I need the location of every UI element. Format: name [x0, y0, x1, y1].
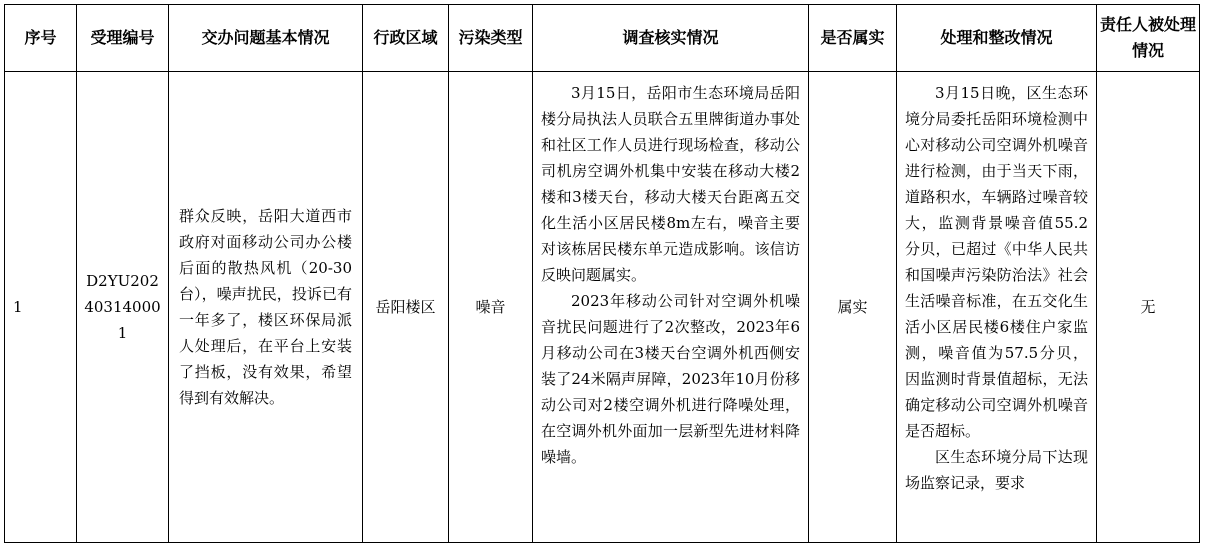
table-row: [5, 72, 1200, 543]
header-pollution-type: 污染类型: [449, 5, 533, 72]
cell-accountability: 无: [1097, 72, 1200, 543]
header-seq: 序号: [5, 5, 77, 72]
cell-seq: 1: [5, 72, 77, 543]
handling-paragraph-2: 区生态环境分局下达现场监察记录，要求: [905, 448, 1088, 492]
header-row: [5, 5, 1200, 72]
header-handling: 处理和整改情况: [897, 5, 1097, 72]
cell-handling: [897, 72, 1097, 543]
header-accountability: 责任人被处理情况: [1097, 5, 1200, 72]
issue-text: 群众反映，岳阳大道西市政府对面移动公司办公楼后面的散热风机（20-30台），噪声扰民，投诉已有一年多了，楼区环保局派人处理后，在平台上安装了挡板，没有效果，希望得到有效解决。: [179, 207, 352, 407]
handling-text: [897, 72, 1096, 542]
complaint-table: [4, 4, 1200, 543]
investigation-paragraph-2: 2023年移动公司针对空调外机噪音扰民问题进行了2次整改，2023年6月移动公司在3楼天台空调外机西侧安装了24米隔声屏障，2023年10月份移动公司对2楼空调外机进行降噪处理，在空调外机外面加一层新型先进材料降噪墙。: [541, 292, 800, 466]
cell-verified: 属实: [809, 72, 897, 543]
header-investigation: 调查核实情况: [533, 5, 809, 72]
cell-accept-no: [77, 72, 169, 543]
header-issue: 交办问题基本情况: [169, 5, 363, 72]
accept-no-text: D2YU20240314000 1: [84, 272, 161, 342]
cell-district: 岳阳楼区: [363, 72, 449, 543]
header-accept-no: 受理编号: [77, 5, 169, 72]
header-verified: 是否属实: [809, 5, 897, 72]
cell-issue: [169, 72, 363, 543]
investigation-paragraph-1: 3月15日，岳阳市生态环境局岳阳楼分局执法人员联合五里牌街道办事处和社区工作人员进行现场检查，移动公司机房空调外机集中安装在移动大楼2楼和3楼天台，移动大楼天台距离五交化生活小区居民楼8m左右，噪音主要对该栋居民楼东单元造成影响。该信访反映问题属实。: [541, 84, 800, 284]
header-district: 行政区域: [363, 5, 449, 72]
cell-pollution-type: 噪音: [449, 72, 533, 543]
cell-investigation: [533, 72, 809, 543]
investigation-text: [533, 72, 808, 542]
handling-paragraph-1: 3月15日晚，区生态环境分局委托岳阳环境检测中心对移动公司空调外机噪音进行检测，由于当天下雨，道路积水，车辆路过噪音较大，监测背景噪音值55.2分贝，已超过《中华人民共和国噪声污染防治法》社会生活噪音标准，在五交化生活小区居民楼6楼住户家监测，噪音值为57.5分贝，因监测时背景值超标，无法确定移动公司空调外机噪音是否超标。: [905, 84, 1088, 440]
